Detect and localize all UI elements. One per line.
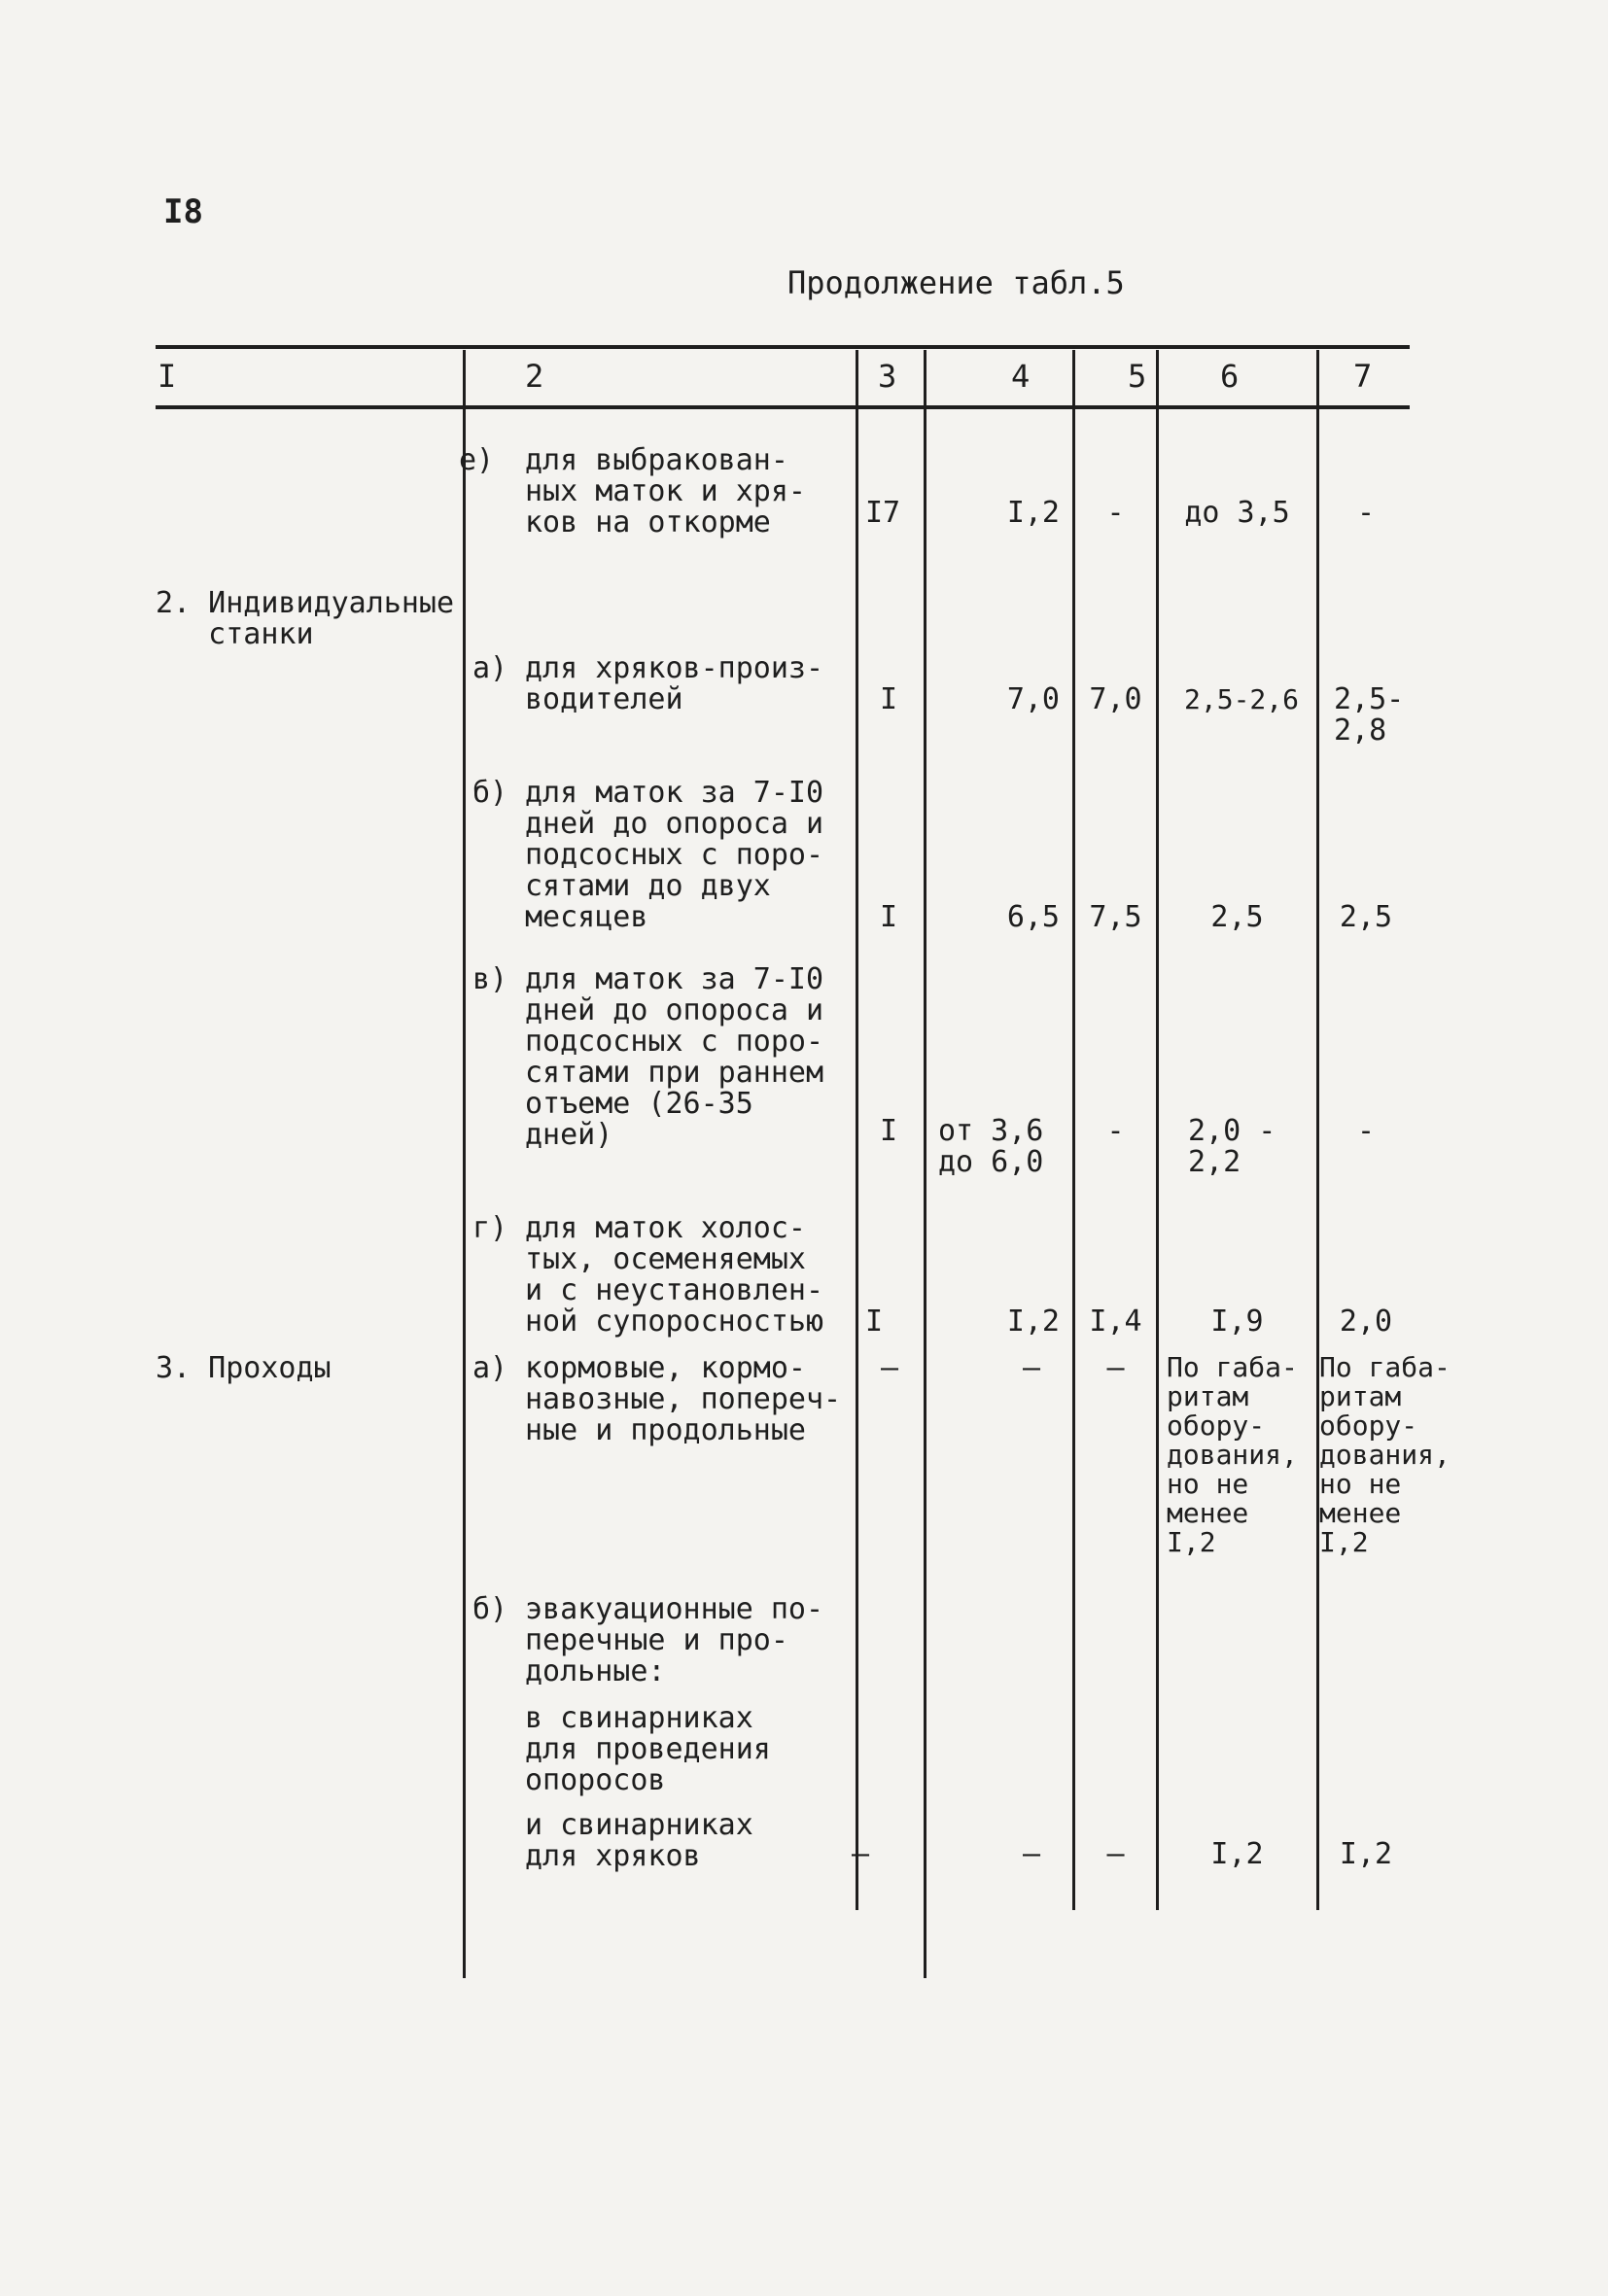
row-value-col7: 2,0 (1339, 1305, 1393, 1339)
row-value-col5: — (1106, 1351, 1125, 1385)
row-subitem: в свинарниках для проведения опоросов (525, 1701, 771, 1797)
row-value-col3: I (880, 682, 898, 716)
row-value-col5: I,4 (1089, 1305, 1142, 1339)
row-letter: е) (459, 443, 495, 477)
row-description: для хряков-произ- водителей (525, 651, 824, 716)
row-value-col4: I,2 (1006, 1305, 1060, 1339)
section-passages: 3. Проходы (156, 1351, 332, 1385)
header-col-1: I (157, 358, 177, 395)
row-value-col4: I,2 (1006, 496, 1060, 530)
row-value-col6: 2,5-2,6 (1184, 683, 1300, 715)
row-value-col5: 7,0 (1089, 682, 1142, 716)
row-value-col7: 2,5 (1339, 900, 1393, 934)
row-value-col3: I7 (865, 496, 901, 530)
column-divider-4-5 (1072, 350, 1075, 1910)
table-top-rule (156, 345, 1410, 349)
row-value-col6: По габа- ритам обору- дования, но не менее I,2 (1167, 1351, 1298, 1558)
column-divider-1-2 (463, 350, 466, 1978)
row-letter: а) (472, 651, 508, 685)
row-value-col4: 7,0 (1006, 682, 1060, 716)
header-col-4: 4 (1011, 358, 1031, 395)
row-description: для маток за 7-I0 дней до опороса и подсосных с поро- сятами при раннем отъеме (26-35 дней) (525, 962, 824, 1152)
row-letter: г) (472, 1211, 508, 1245)
header-col-7: 7 (1353, 358, 1373, 395)
header-bottom-rule (156, 405, 1410, 409)
row-value-col7: 2,5- 2,8 (1334, 682, 1405, 748)
header-col-5: 5 (1128, 358, 1147, 395)
row-value-col6: до 3,5 (1184, 496, 1290, 530)
row-description: для маток за 7-I0 дней до опороса и подсосных с поро- сятами до двух месяцев (525, 776, 824, 934)
row-value-col7: - (1356, 496, 1376, 530)
row-letter: в) (472, 962, 508, 996)
row-description: для маток холос- тых, осеменяемых и с неустановлен- ной супоросностью (525, 1211, 824, 1339)
table-caption: Продолжение табл.5 (787, 264, 1125, 301)
row-description: кормовые, кормо- навозные, попереч- ные и продольные (525, 1351, 842, 1447)
row-value-col3: I (880, 900, 898, 934)
header-col-2: 2 (525, 358, 544, 395)
page-number: I8 (163, 192, 203, 231)
row-value-col5: — (1106, 1837, 1125, 1871)
row-value-col7: По габа- ритам обору- дования, но не менее I,2 (1319, 1351, 1451, 1558)
row-value-col3: — (851, 1837, 870, 1871)
row-value-col6: 2,0 - 2,2 (1188, 1114, 1276, 1179)
row-value-col7: - (1356, 1114, 1376, 1148)
row-value-col6: I,9 (1210, 1305, 1264, 1339)
row-value-col3: I (865, 1305, 884, 1339)
row-value-col5: - (1106, 496, 1125, 530)
row-value-col4: — (1022, 1837, 1040, 1871)
column-divider-3-4 (924, 350, 926, 1978)
row-value-col4: 6,5 (1006, 900, 1060, 934)
row-value-col5: - (1106, 1114, 1125, 1148)
header-col-3: 3 (878, 358, 897, 395)
row-description: эвакуационные по- перечные и про- дольные: (525, 1592, 824, 1688)
column-divider-6-7 (1316, 350, 1319, 1910)
row-value-col6: 2,5 (1210, 900, 1264, 934)
row-letter: а) (472, 1351, 508, 1385)
row-value-col5: 7,5 (1089, 900, 1142, 934)
row-value-col3: I (880, 1114, 898, 1148)
row-letter: б) (472, 776, 508, 810)
header-col-6: 6 (1220, 358, 1240, 395)
row-letter: б) (472, 1592, 508, 1626)
row-value-col4: от 3,6 до 6,0 (938, 1114, 1044, 1179)
row-value-col3: — (880, 1351, 899, 1385)
row-value-col6: I,2 (1210, 1837, 1264, 1871)
row-value-col7: I,2 (1339, 1837, 1393, 1871)
column-divider-5-6 (1156, 350, 1159, 1910)
row-value-col4: — (1022, 1351, 1040, 1385)
row-subitem: и свинарниках для хряков (525, 1808, 753, 1873)
section-individual-pens: 2. Индивидуальные станки (156, 586, 455, 651)
column-divider-2-3 (856, 350, 858, 1910)
row-description: для выбракован- ных маток и хря- ков на откорме (525, 443, 806, 539)
